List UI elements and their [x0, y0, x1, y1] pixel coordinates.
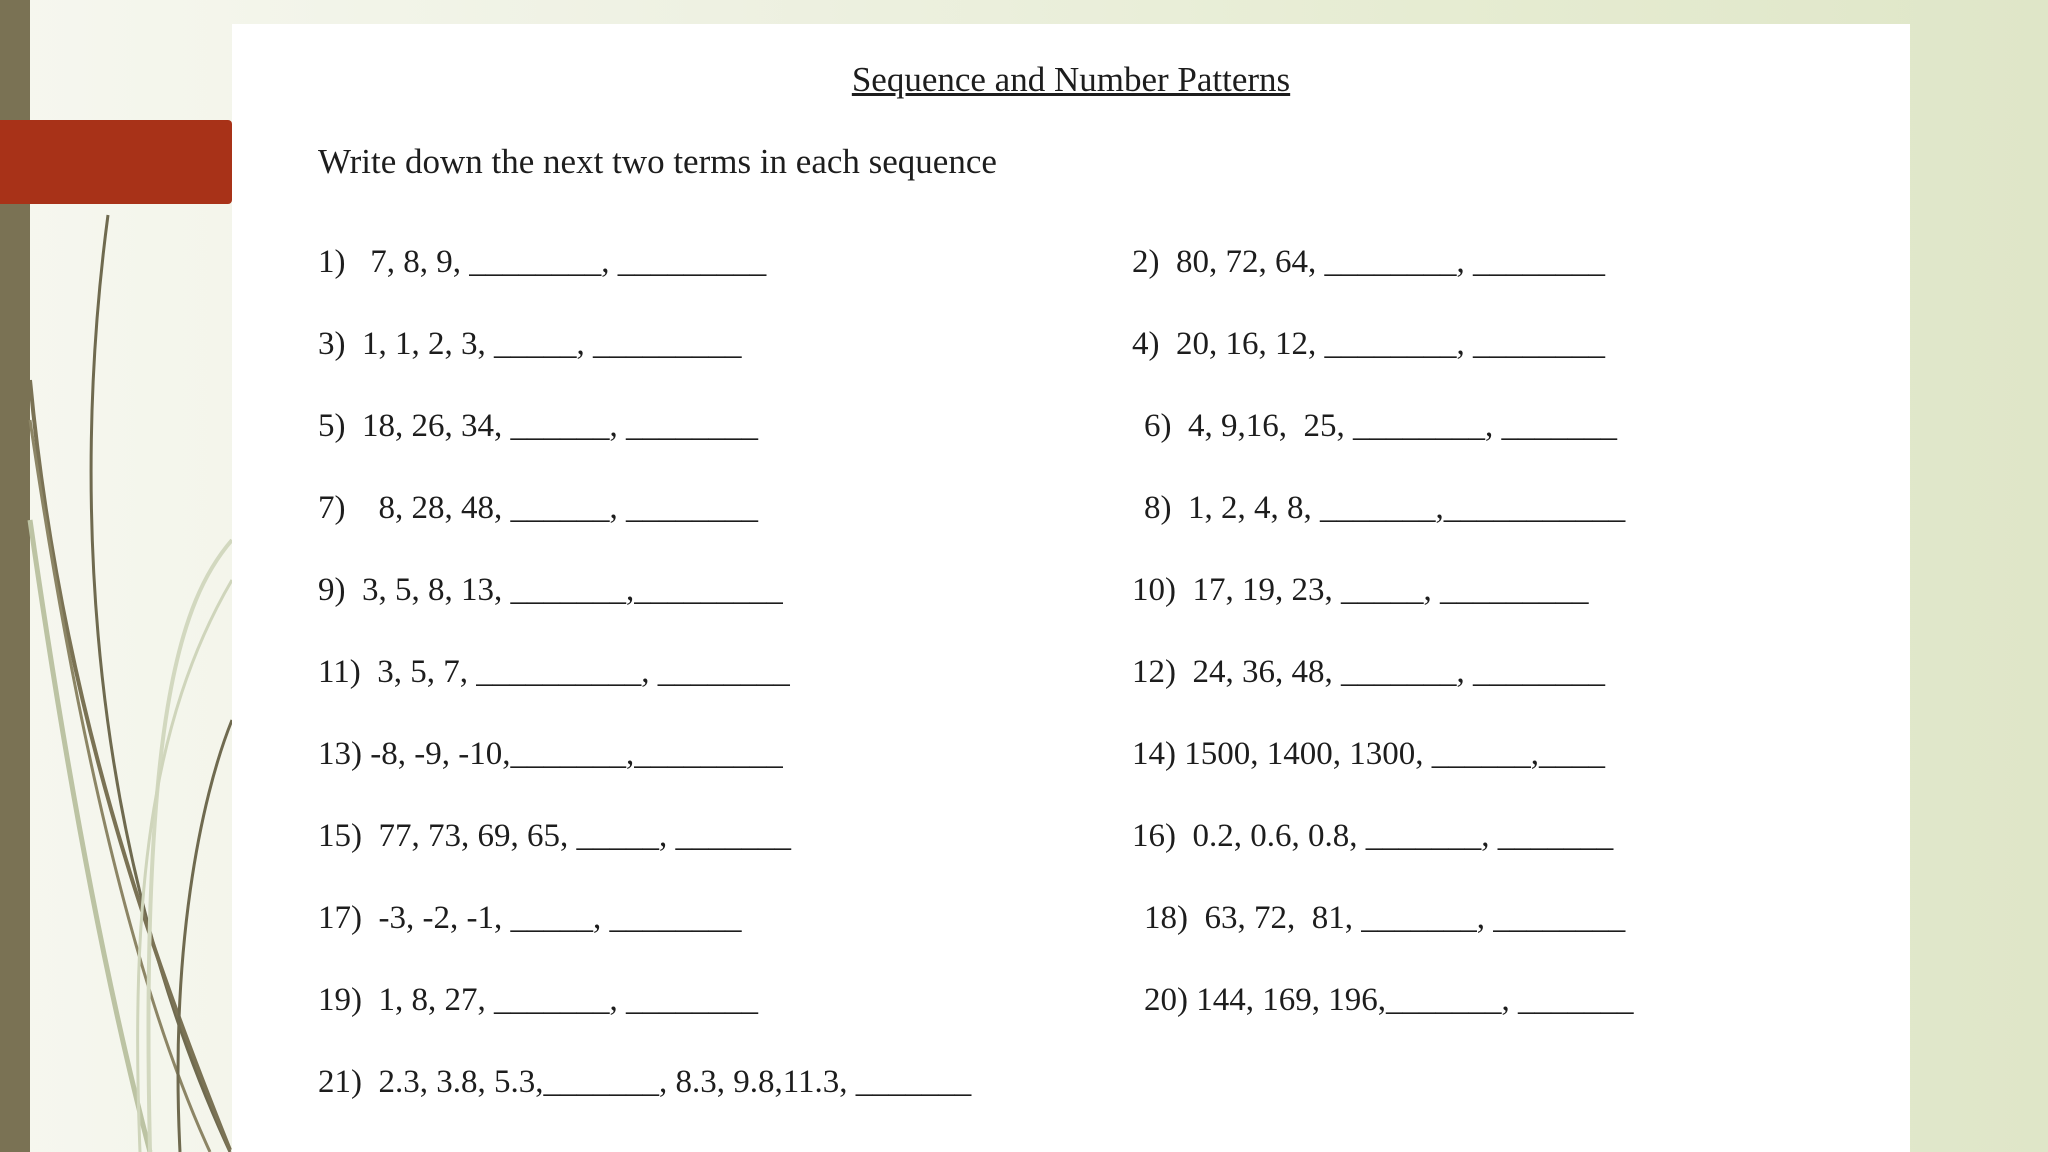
worksheet-title: Sequence and Number Patterns	[851, 60, 1291, 99]
worksheet-instruction: Write down the next two terms in each sequence	[318, 142, 997, 181]
problem-item: 19) 1, 8, 27, _______, ________	[318, 982, 758, 1018]
problem-item: 15) 77, 73, 69, 65, _____, _______	[318, 818, 791, 854]
problem-item: 14) 1500, 1400, 1300, ______,____	[1132, 736, 1605, 772]
problem-item: 2) 80, 72, 64, ________, ________	[1132, 244, 1605, 280]
problem-item: 10) 17, 19, 23, _____, _________	[1132, 572, 1589, 608]
problem-item: 21) 2.3, 3.8, 5.3,_______, 8.3, 9.8,11.3, _______	[318, 1064, 972, 1100]
problem-item: 8) 1, 2, 4, 8, _______,___________	[1144, 490, 1626, 526]
problem-item: 13) -8, -9, -10,_______,_________	[318, 736, 783, 772]
problem-item: 11) 3, 5, 7, __________, ________	[318, 654, 790, 690]
problem-item: 1) 7, 8, 9, ________, _________	[318, 244, 767, 280]
problem-item: 3) 1, 1, 2, 3, _____, _________	[318, 326, 742, 362]
problem-item: 20) 144, 169, 196,_______, _______	[1144, 982, 1634, 1018]
problem-item: 6) 4, 9,16, 25, ________, _______	[1144, 408, 1617, 444]
problem-item: 9) 3, 5, 8, 13, _______,_________	[318, 572, 783, 608]
problem-item: 12) 24, 36, 48, _______, ________	[1132, 654, 1605, 690]
problem-item: 16) 0.2, 0.6, 0.8, _______, _______	[1132, 818, 1614, 854]
worksheet-image	[232, 24, 1910, 1152]
problem-item: 4) 20, 16, 12, ________, ________	[1132, 326, 1605, 362]
problem-item: 17) -3, -2, -1, _____, ________	[318, 900, 742, 936]
problem-item: 18) 63, 72, 81, _______, ________	[1144, 900, 1626, 936]
problem-item: 5) 18, 26, 34, ______, ________	[318, 408, 758, 444]
problem-item: 7) 8, 28, 48, ______, ________	[318, 490, 758, 526]
title-accent-tab	[0, 120, 232, 204]
